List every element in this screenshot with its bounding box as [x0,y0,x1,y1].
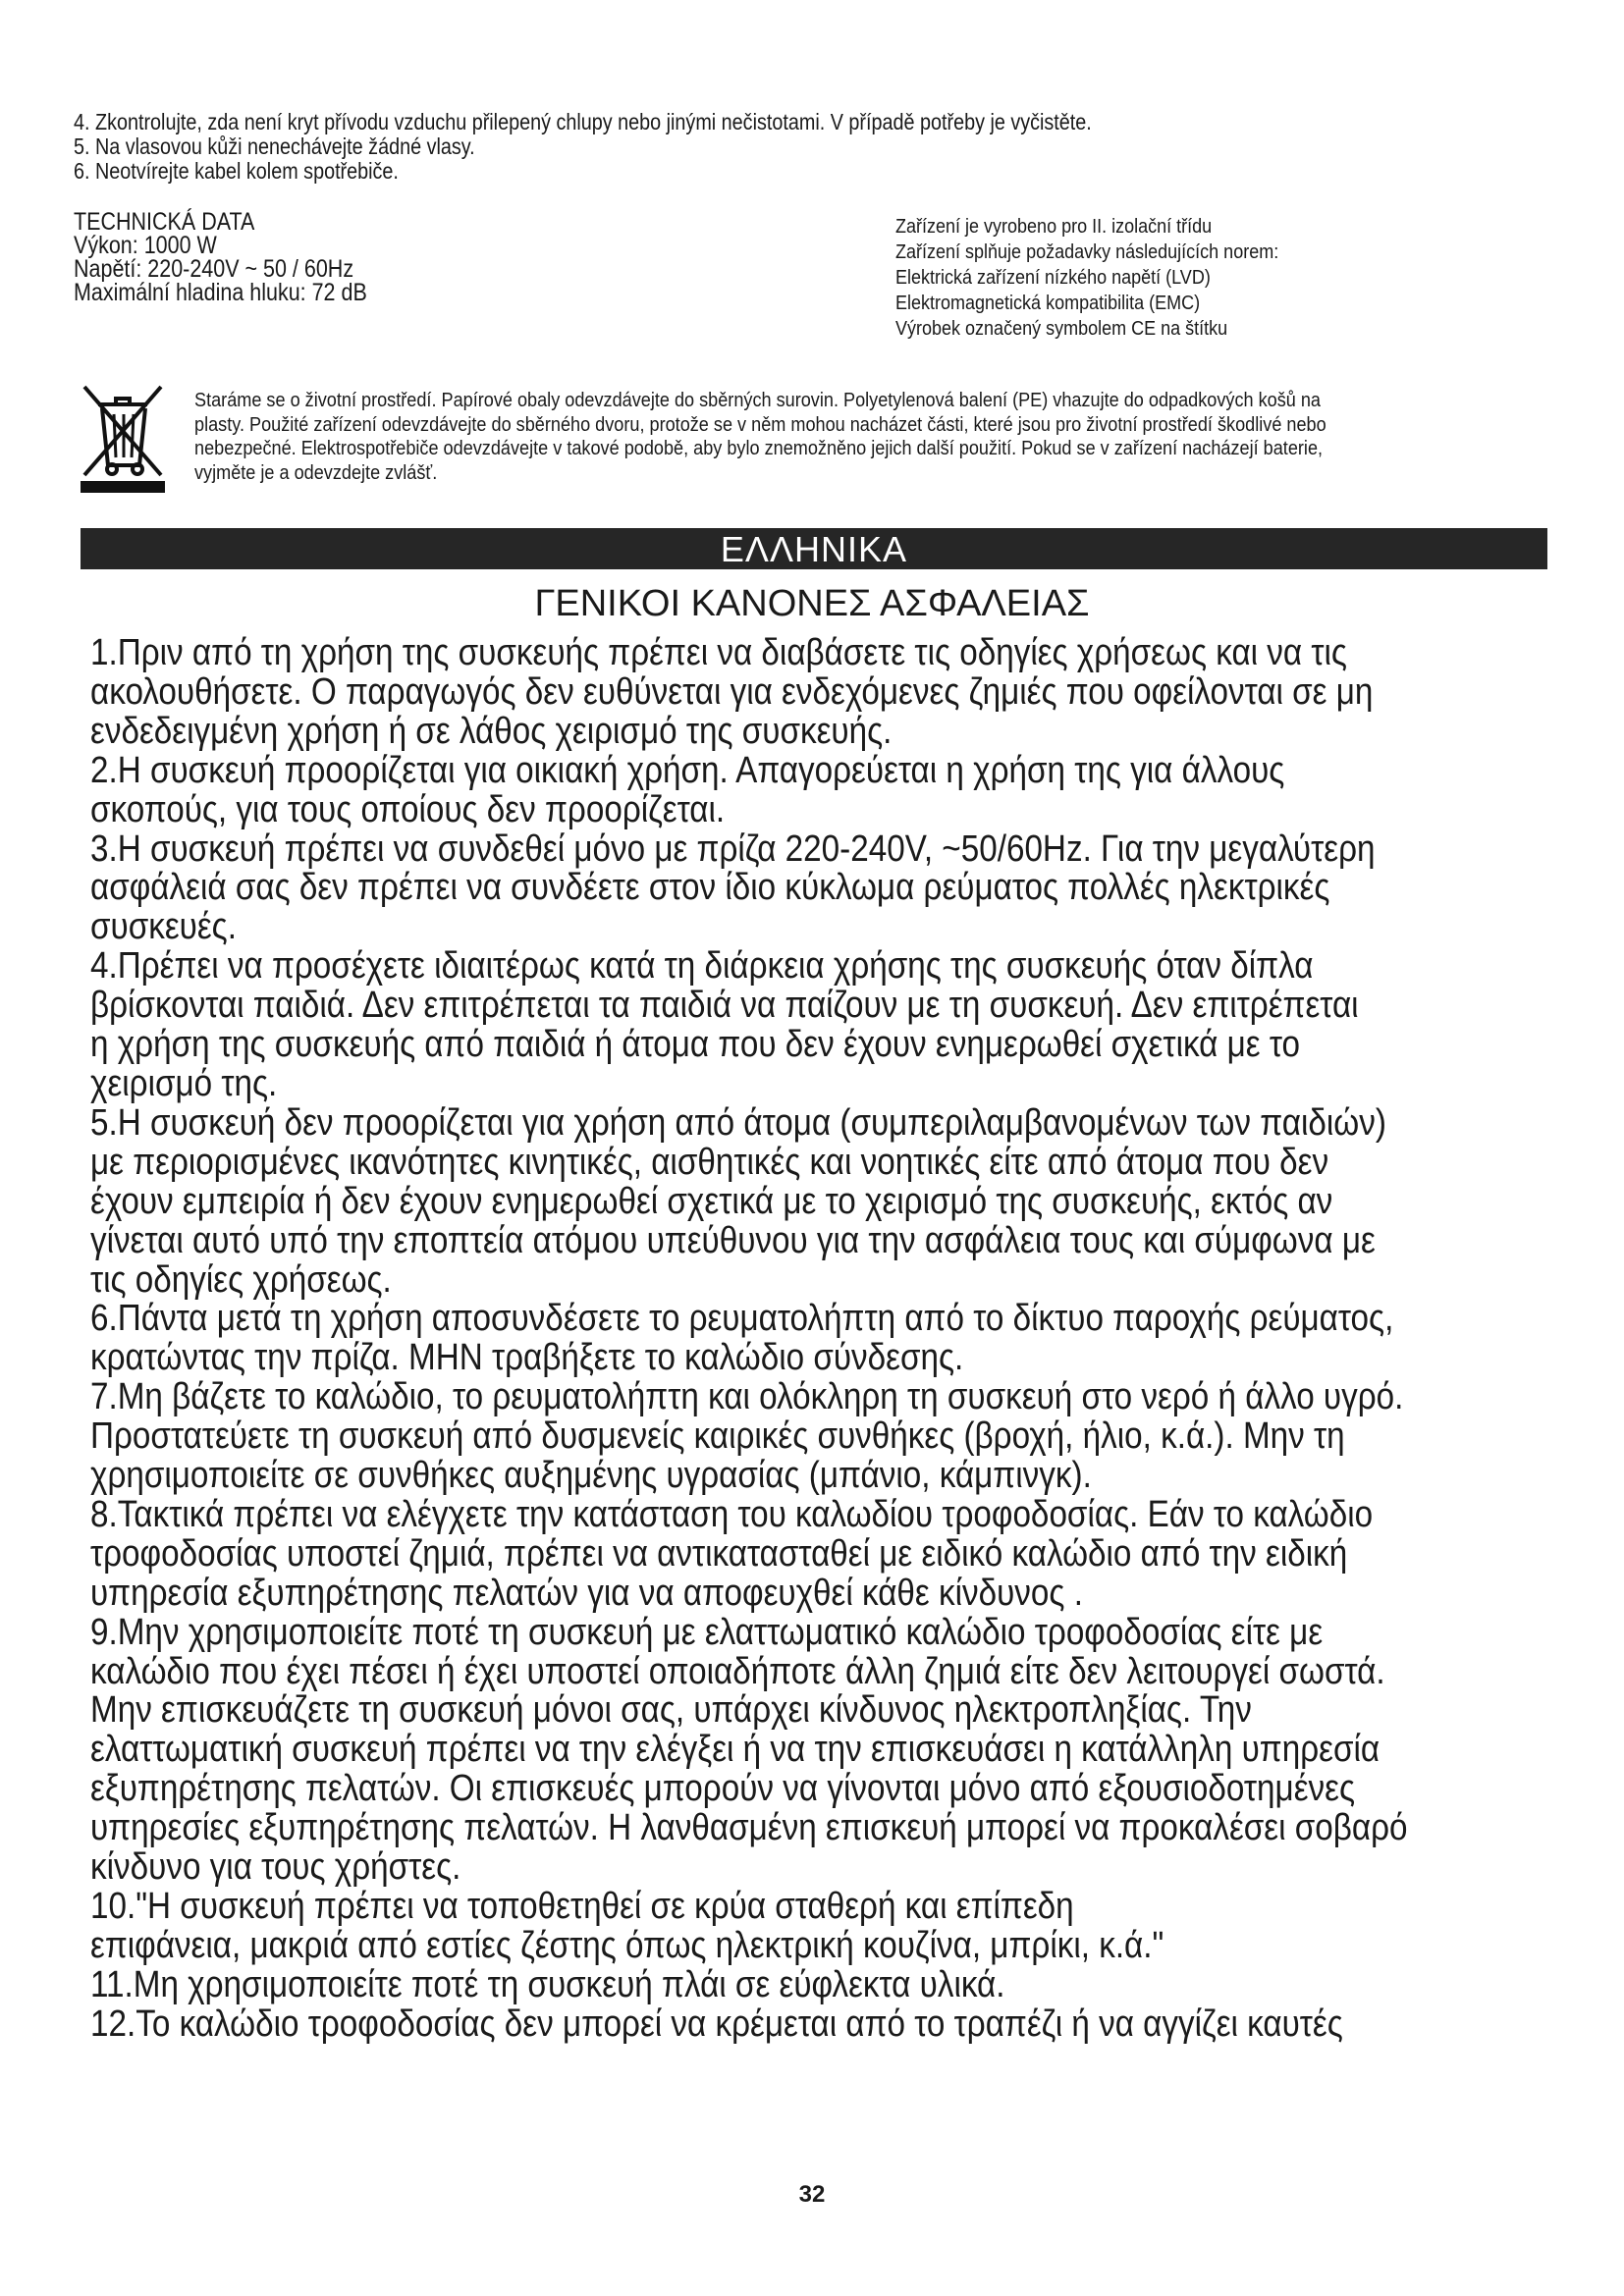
conformity-line: Elektrická zařízení nízkého napětí (LVD) [895,267,1211,289]
rule-line: καλώδιο που έχει πέσει ή έχει υποστεί οποιαδήποτε άλλη ζημιά είτε δεν λειτουργεί σωστά. [90,1650,1385,1692]
rule-line: ακολουθήσετε. Ο παραγωγός δεν ευθύνεται για ενδεχόμενες ζημιές που οφείλονται σε μη [90,670,1374,713]
environment-line: Staráme se o životní prostředí. Papírové obaly odevzdávejte do sběrných surovin. Polyetylenová balení (PE) vhazujte do odpadkových košů na [194,390,1322,411]
technical-data [74,210,367,304]
rule-line: γίνεται αυτό υπό την εποπτεία ατόμου υπεύθυνου για την ασφάλεια τους και σύμφωνα με [90,1219,1376,1261]
environment-line: plasty. Použité zařízení odevzdávejte do sběrného dvoru, protože se v něm mohou nacházet části, které jsou pro životní prostředí škodlivé nebo [194,413,1326,436]
environment-line: vyjměte je a odevzdejte zvlášť. [194,461,438,484]
rule-line: 10."Η συσκευή πρέπει να τοποθετηθεί σε κρύα σταθερή και επίπεδη [90,1886,1074,1927]
rule-line: ασφάλειά σας δεν πρέπει να συνδέετε στον ίδιο κύκλωμα ρεύματος πολλές ηλεκτρικές [90,867,1330,909]
technical-data-line: Výkon: 1000 W [74,232,217,259]
conformity-line: Zařízení je vyrobeno pro II. izolační třídu [895,216,1213,238]
rule-line: κρατώντας την πρίζα. ΜΗΝ τραβήξετε το καλώδιο σύνδεσης. [90,1337,964,1379]
czech-note: 4. Zkontrolujte, zda není kryt přívodu vzduchu přilepený chlupy nebo jinými nečistotami. V případě potřeby je vyčistěte. [74,109,1092,134]
rule-line: 2.Η συσκευή προορίζεται για οικιακή χρήση. Απαγορεύεται η χρήση της για άλλους [90,749,1285,791]
conformity-line: Výrobek označený symbolem CE na štítku [895,318,1228,340]
rule-line: 8.Τακτικά πρέπει να ελέγχετε την κατάσταση του καλωδίου τροφοδοσίας. Εάν το καλώδιο [90,1493,1374,1535]
environment-notice [194,389,1545,485]
rule-line: επιφάνεια, μακριά από εστίες ζέστης όπως ηλεκτρική κουζίνα, μπρίκι, κ.ά." [90,1924,1164,1966]
conformity-statement [895,214,1278,342]
rule-line: ενδεδειγμένη χρήση ή σε λάθος χειρισμό της συσκευής. [90,710,893,752]
language-header: ΕΛΛΗΝΙΚΑ [720,529,908,569]
rule-line: χρησιμοποιείτε σε συνθήκες αυξημένης υγρασίας (μπάνιο, κάμπινγκ). [90,1455,1092,1497]
czech-notes [74,110,1340,184]
rule-line: υπηρεσία εξυπηρέτησης πελατών για να αποφευχθεί κάθε κίνδυνος . [90,1572,1083,1614]
technical-data-line: Napětí: 220-240V ~ 50 / 60Hz [74,255,354,283]
rule-line: υπηρεσίες εξυπηρέτησης πελατών. Η λανθασμένη επισκευή μπορεί να προκαλέσει σοβαρό [90,1807,1408,1849]
rule-line: 5.Η συσκευή δεν προορίζεται για χρήση από άτομα (συμπεριλαμβανομένων των παιδιών) [90,1101,1386,1144]
rule-line: χειρισμό της. [90,1062,278,1104]
conformity-line: Elektromagnetická kompatibilita (EMC) [895,293,1201,314]
czech-note: 6. Neotvírejte kabel kolem spotřebiče. [74,158,399,184]
rule-line: 4.Πρέπει να προσέχετε ιδιαιτέρως κατά τη διάρκεια χρήσης της συσκευής όταν δίπλα [90,945,1314,988]
technical-data-line: Maximální hladina hluku: 72 dB [74,279,367,306]
rule-line: Μην επισκευάζετε τη συσκευή μόνοι σας, υπάρχει κίνδυνος ηλεκτροπληξίας. Την [90,1689,1252,1732]
rule-line: βρίσκονται παιδιά. Δεν επιτρέπεται τα παιδιά να παίζουν με τη συσκευή. Δεν επιτρέπεται [90,985,1359,1027]
rule-line: ελαττωματική συσκευή πρέπει να την ελέγξει ή να την επισκευάσει η κατάλληλη υπηρεσία [90,1729,1380,1771]
environment-line: nebezpečné. Elektrospotřebiče odevzdávejte v takové podobě, aby bylo znemožněno jejich další použití. Pokud se v zařízení nacházejí baterie, [194,438,1324,459]
rule-line: 12.Το καλώδιο τροφοδοσίας δεν μπορεί να κρέμεται από το τραπέζι ή να αγγίζει καυτές [90,2002,1343,2045]
rule-line: συσκευές. [90,906,237,948]
technical-data-heading: TECHNICKÁ DATA [74,208,255,236]
rule-line: 9.Μην χρησιμοποιείτε ποτέ τη συσκευή με ελαττωματικό καλώδιο τροφοδοσίας είτε με [90,1611,1324,1653]
section-title: ΓΕΝΙΚΟΙ ΚΑΝΟΝΕΣ ΑΣΦΑΛΕΙΑΣ [534,583,1090,624]
rule-line: κίνδυνο για τους χρήστες. [90,1846,461,1889]
rule-line: 11.Μη χρησιμοποιείτε ποτέ τη συσκευή πλάι σε εύφλεκτα υλικά. [90,1963,1005,2005]
rule-line: 3.Η συσκευή πρέπει να συνδεθεί μόνο με πρίζα 220-240V, ~50/60Hz. Για την μεγαλύτερη [90,828,1376,870]
rule-line: εξυπηρέτησης πελατών. Οι επισκευές μπορούν να γίνονται μόνο από εξουσιοδοτημένες [90,1768,1355,1810]
rule-line: 7.Μη βάζετε το καλώδιο, το ρευματολήπτη και ολόκληρη τη συσκευή στο νερό ή άλλο υγρό. [90,1376,1404,1418]
rule-line: η χρήση της συσκευής από παιδιά ή άτομα που δεν έχουν ενημερωθεί σχετικά με το [90,1024,1301,1066]
rule-line: σκοπούς, για τους οποίους δεν προορίζεται. [90,788,726,830]
rule-line: 1.Πριν από τη χρήση της συσκευής πρέπει να διαβάσετε τις οδηγίες χρήσεως και να τις [90,632,1347,673]
rule-line: 6.Πάντα μετά τη χρήση αποσυνδέσετε το ρευματολήπτη από το δίκτυο παροχής ρεύματος, [90,1298,1394,1340]
rule-line: με περιορισμένες ικανότητες κινητικές, αισθητικές και νοητικές είτε από άτομα που δεν [90,1141,1329,1183]
safety-rules [90,634,1483,2045]
rule-line: έχουν εμπειρία ή δεν έχουν ενημερωθεί σχετικά με το χειρισμό της συσκευής, εκτός αν [90,1180,1333,1222]
page-number: 32 [798,2181,826,2208]
rule-line: τροφοδοσίας υποστεί ζημιά, πρέπει να αντικατασταθεί με ειδικό καλώδιο από την ειδική [90,1532,1348,1575]
language-header-bar [81,528,1547,569]
conformity-line: Zařízení splňuje požadavky následujících norem: [895,241,1279,263]
rule-line: Προστατεύετε τη συσκευή από δυσμενείς καιρικές συνθήκες (βροχή, ήλιο, κ.ά.). Μην τη [90,1415,1345,1458]
rule-line: τις οδηγίες χρήσεως. [90,1258,392,1301]
czech-note: 5. Na vlasovou kůži nenechávejte žádné vlasy. [74,133,475,159]
crossed-out-wheelie-bin-icon [79,379,167,495]
